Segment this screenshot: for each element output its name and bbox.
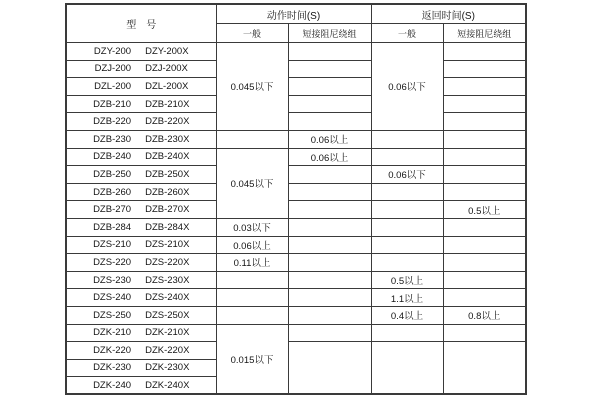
value-cell bbox=[288, 254, 371, 272]
table-header bbox=[66, 4, 526, 43]
model-name: DZK-230X bbox=[145, 362, 190, 374]
model-cell bbox=[66, 113, 216, 131]
model-cell bbox=[66, 289, 216, 307]
value-cell bbox=[288, 342, 371, 395]
header-action-general: 一般 bbox=[216, 24, 288, 43]
model-name: DZS-210 bbox=[93, 239, 132, 251]
value-cell bbox=[443, 271, 526, 289]
model-name: DZB-250 bbox=[93, 168, 132, 180]
value-cell bbox=[216, 271, 288, 289]
model-cell bbox=[66, 254, 216, 272]
model-name: DZB-220 bbox=[93, 116, 132, 128]
value-cell bbox=[288, 95, 371, 113]
value-cell: 1.1以上 bbox=[371, 289, 443, 307]
model-name: DZK-220 bbox=[93, 344, 132, 356]
table-row bbox=[66, 289, 526, 307]
value-cell bbox=[288, 236, 371, 254]
value-cell bbox=[216, 306, 288, 324]
header-return-time: 返回时间(S) bbox=[371, 4, 526, 24]
header-return-general: 一般 bbox=[371, 24, 443, 43]
model-cell bbox=[66, 183, 216, 201]
model-cell bbox=[66, 60, 216, 78]
table-row bbox=[66, 78, 526, 96]
table-row bbox=[66, 95, 526, 113]
model-name: DZB-240X bbox=[145, 151, 190, 163]
value-cell: 0.5以上 bbox=[443, 201, 526, 219]
spec-table bbox=[65, 3, 527, 395]
value-cell: 0.06以下 bbox=[371, 166, 443, 184]
model-cell bbox=[66, 359, 216, 377]
table-row bbox=[66, 130, 526, 148]
model-name: DZS-240X bbox=[145, 292, 190, 304]
value-cell bbox=[371, 324, 443, 342]
value-cell bbox=[443, 218, 526, 236]
value-cell: 0.8以上 bbox=[443, 306, 526, 324]
table-row bbox=[66, 43, 526, 61]
value-cell bbox=[371, 183, 443, 201]
value-cell: 0.015以下 bbox=[216, 324, 288, 394]
model-name: DZB-260 bbox=[93, 186, 132, 198]
value-cell bbox=[443, 183, 526, 201]
model-name: DZB-260X bbox=[145, 186, 190, 198]
value-cell: 0.045以下 bbox=[216, 43, 288, 131]
value-cell bbox=[371, 236, 443, 254]
model-name: DZY-200X bbox=[145, 45, 189, 57]
value-cell bbox=[288, 78, 371, 96]
header-action-time: 动作时间(S) bbox=[216, 4, 371, 24]
value-cell bbox=[288, 289, 371, 307]
model-cell bbox=[66, 306, 216, 324]
model-name: DZS-210X bbox=[145, 239, 190, 251]
value-cell bbox=[288, 201, 371, 219]
value-cell bbox=[288, 324, 371, 342]
model-name: DZJ-200 bbox=[94, 63, 132, 75]
model-name: DZK-220X bbox=[145, 344, 190, 356]
table-row bbox=[66, 183, 526, 201]
value-cell bbox=[443, 254, 526, 272]
model-cell bbox=[66, 218, 216, 236]
value-cell bbox=[443, 60, 526, 78]
table-row bbox=[66, 166, 526, 184]
model-name: DZB-284X bbox=[145, 221, 190, 233]
model-cell bbox=[66, 166, 216, 184]
table-row bbox=[66, 113, 526, 131]
value-cell: 0.5以上 bbox=[371, 271, 443, 289]
model-name: DZS-220X bbox=[145, 256, 190, 268]
model-name: DZS-220 bbox=[93, 256, 132, 268]
table-row bbox=[66, 201, 526, 219]
value-cell: 0.06以上 bbox=[288, 148, 371, 166]
model-name: DZK-240 bbox=[93, 379, 132, 391]
model-name: DZB-210 bbox=[93, 98, 132, 110]
table-row bbox=[66, 236, 526, 254]
model-cell bbox=[66, 324, 216, 342]
model-cell bbox=[66, 342, 216, 360]
value-cell: 0.06以上 bbox=[288, 130, 371, 148]
model-name: DZS-230 bbox=[93, 274, 132, 286]
model-cell bbox=[66, 236, 216, 254]
model-name: DZB-284 bbox=[93, 221, 132, 233]
model-cell bbox=[66, 78, 216, 96]
value-cell bbox=[443, 166, 526, 184]
value-cell: 0.06以上 bbox=[216, 236, 288, 254]
model-name: DZJ-200X bbox=[145, 63, 188, 75]
value-cell bbox=[443, 342, 526, 395]
model-name: DZY-200 bbox=[93, 45, 132, 57]
value-cell: 0.4以上 bbox=[371, 306, 443, 324]
model-name: DZS-250 bbox=[93, 309, 132, 321]
table-row bbox=[66, 60, 526, 78]
table-row bbox=[66, 342, 526, 360]
model-name: DZB-230 bbox=[93, 133, 132, 145]
value-cell bbox=[443, 130, 526, 148]
model-name: DZS-250X bbox=[145, 309, 190, 321]
model-cell bbox=[66, 271, 216, 289]
value-cell bbox=[371, 342, 443, 395]
header-group-row bbox=[66, 4, 526, 24]
model-cell bbox=[66, 43, 216, 61]
value-cell bbox=[216, 289, 288, 307]
header-return-damping: 短接阻尼绕组 bbox=[443, 24, 526, 43]
header-action-damping: 短接阻尼绕组 bbox=[288, 24, 371, 43]
value-cell bbox=[288, 43, 371, 61]
value-cell bbox=[443, 78, 526, 96]
model-name: DZK-230 bbox=[93, 362, 132, 374]
model-name: DZK-210X bbox=[145, 327, 190, 339]
value-cell: 0.045以下 bbox=[216, 148, 288, 218]
model-name: DZB-250X bbox=[145, 168, 190, 180]
value-cell bbox=[288, 183, 371, 201]
value-cell bbox=[288, 218, 371, 236]
value-cell bbox=[288, 113, 371, 131]
value-cell bbox=[288, 271, 371, 289]
value-cell bbox=[443, 289, 526, 307]
table-row bbox=[66, 324, 526, 342]
value-cell bbox=[371, 201, 443, 219]
model-cell bbox=[66, 148, 216, 166]
value-cell bbox=[443, 236, 526, 254]
value-cell bbox=[443, 324, 526, 342]
model-cell bbox=[66, 377, 216, 395]
value-cell bbox=[443, 43, 526, 61]
value-cell bbox=[288, 166, 371, 184]
model-cell bbox=[66, 201, 216, 219]
value-cell bbox=[216, 130, 288, 148]
model-cell bbox=[66, 130, 216, 148]
model-name: DZB-240 bbox=[93, 151, 132, 163]
value-cell: 0.11以上 bbox=[216, 254, 288, 272]
value-cell bbox=[371, 218, 443, 236]
model-name: DZK-240X bbox=[145, 379, 190, 391]
value-cell: 0.06以下 bbox=[371, 43, 443, 131]
value-cell bbox=[371, 130, 443, 148]
table-row bbox=[66, 306, 526, 324]
value-cell bbox=[288, 306, 371, 324]
model-name: DZS-240 bbox=[93, 292, 132, 304]
value-cell bbox=[371, 148, 443, 166]
model-name: DZB-210X bbox=[145, 98, 190, 110]
table-row bbox=[66, 271, 526, 289]
model-name: DZL-200X bbox=[145, 80, 189, 92]
model-name: DZB-270X bbox=[145, 204, 190, 216]
value-cell bbox=[443, 148, 526, 166]
model-name: DZK-210 bbox=[93, 327, 132, 339]
model-name: DZL-200 bbox=[94, 80, 132, 92]
model-name: DZB-230X bbox=[145, 133, 190, 145]
value-cell bbox=[443, 95, 526, 113]
table-row bbox=[66, 218, 526, 236]
model-cell bbox=[66, 95, 216, 113]
value-cell: 0.03以下 bbox=[216, 218, 288, 236]
model-name: DZB-220X bbox=[145, 116, 190, 128]
header-model: 型 号 bbox=[66, 4, 216, 43]
value-cell bbox=[443, 113, 526, 131]
value-cell bbox=[288, 60, 371, 78]
table-body bbox=[66, 43, 526, 395]
model-name: DZB-270 bbox=[93, 204, 132, 216]
value-cell bbox=[371, 254, 443, 272]
table-row bbox=[66, 148, 526, 166]
model-name: DZS-230X bbox=[145, 274, 190, 286]
table-row bbox=[66, 254, 526, 272]
